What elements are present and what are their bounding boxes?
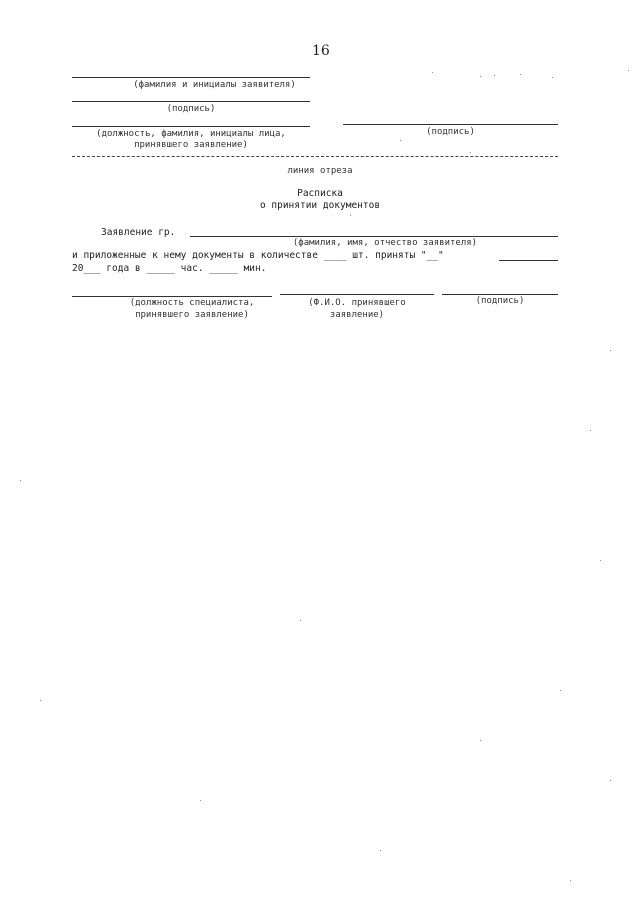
official-signature-line (343, 124, 558, 125)
receipt-subtitle: о принятии документов (259, 200, 381, 211)
bottom-signature-line (442, 294, 558, 295)
documents-count-text: и приложенные к нему документы в количестве ____ шт. приняты "__" (72, 250, 444, 261)
date-month-line (499, 260, 558, 261)
applicant-fullname-line (190, 236, 558, 237)
receipt-title: Расписка (297, 188, 343, 199)
position-caption-line2: принявшего заявление) (135, 310, 249, 320)
official-caption-line2: принявшего заявление) (134, 140, 248, 150)
statement-label: Заявление гр. (101, 227, 176, 238)
cut-line-label: линия отреза (287, 166, 353, 176)
applicant-name-line (72, 77, 310, 78)
fio-caption-line2: заявление) (329, 310, 385, 320)
page-number: 16 (312, 43, 330, 59)
cut-dashed-line (72, 156, 558, 157)
position-caption-line1: (должность специалиста, (129, 298, 255, 308)
applicant-fullname-caption: (фамилия, имя, отчество заявителя) (292, 238, 478, 248)
position-line (72, 296, 272, 297)
fio-line (280, 294, 434, 295)
time-text: 20___ года в _____ час. _____ мин. (72, 263, 267, 274)
fio-caption-line1: (Ф.И.О. принявшего (308, 298, 406, 308)
official-caption-line1: (должность, фамилия, инициалы лица, (96, 129, 286, 139)
bottom-signature-caption: (подпись) (475, 296, 525, 306)
applicant-name-caption: (фамилия и инициалы заявителя) (133, 80, 296, 90)
official-line (72, 126, 310, 127)
official-signature-caption: (подпись) (426, 127, 475, 137)
applicant-signature-line (72, 101, 310, 102)
applicant-signature-caption: (подпись) (166, 104, 216, 114)
